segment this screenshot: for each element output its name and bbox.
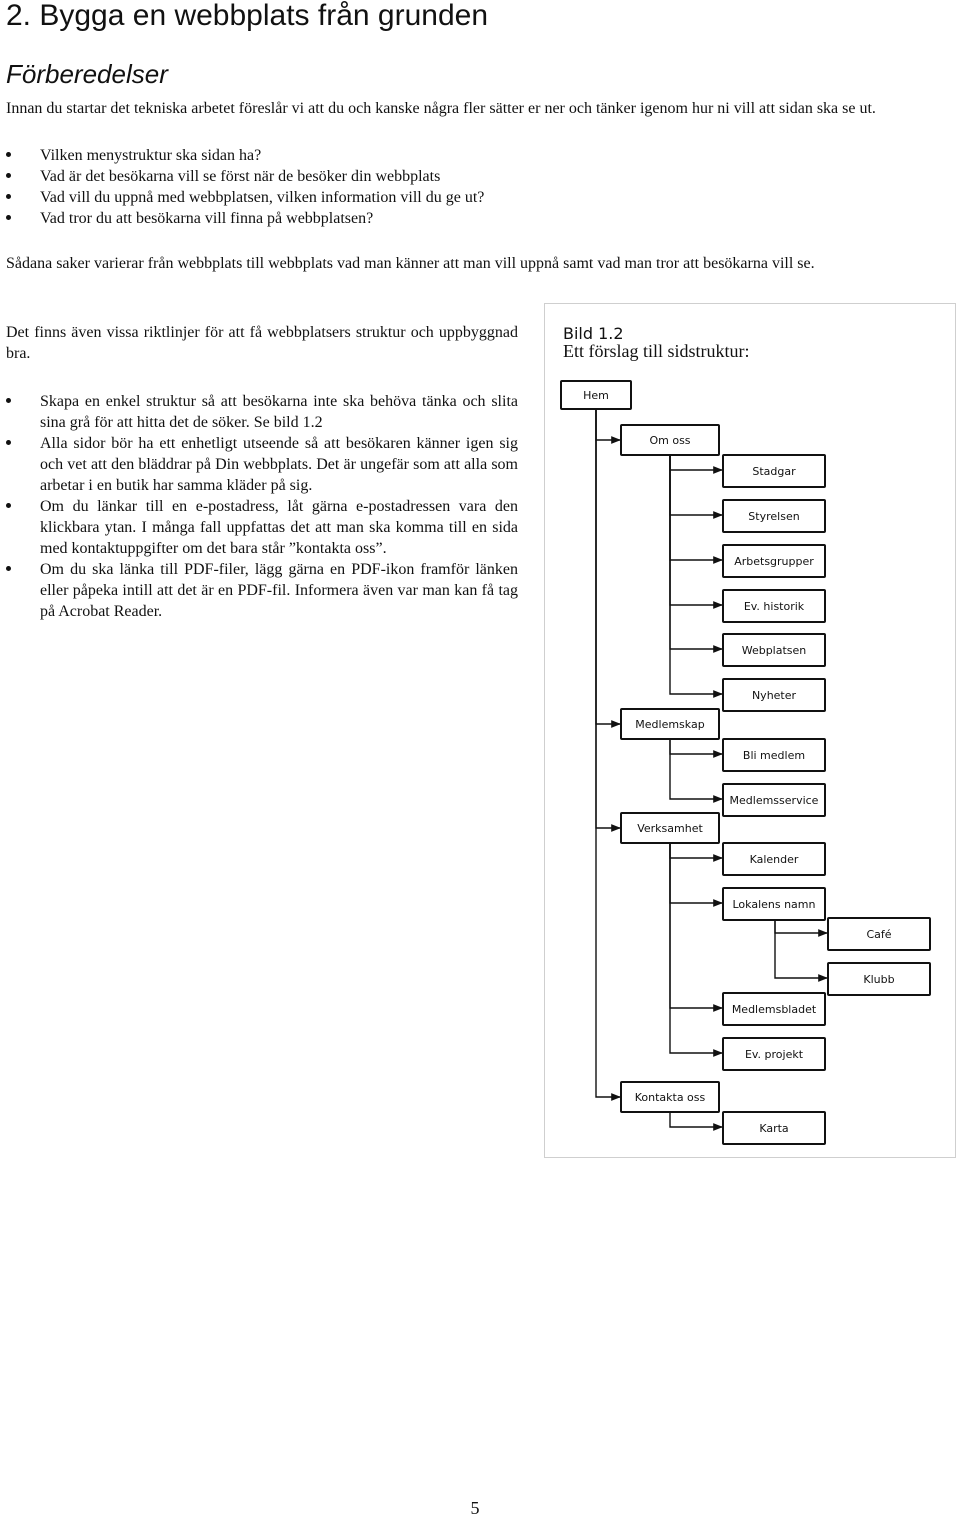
list-item [6, 559, 518, 622]
bullet-icon [6, 440, 11, 445]
node-label: Lokalens namn [732, 897, 816, 911]
sitemap-node-ev-historik [722, 589, 826, 623]
figure-caption: Ett förslag till sidstruktur: [563, 341, 750, 361]
sitemap-node-karta [722, 1111, 826, 1145]
bullet-icon [6, 503, 11, 508]
node-label: Ev. historik [743, 599, 805, 613]
node-label: Webplatsen [741, 643, 807, 657]
list-item [6, 208, 706, 229]
list-item [6, 145, 706, 166]
bullet-icon [6, 152, 11, 157]
sitemap-node-stadgar [722, 454, 826, 488]
list-item [6, 496, 518, 559]
node-label: Kontakta oss [634, 1090, 706, 1104]
sitemap-node-arbetsgrupper [722, 544, 826, 578]
sitemap-node-styrelsen [722, 499, 826, 533]
node-label: Medlemsservice [729, 793, 819, 807]
node-label: Verksamhet [637, 821, 703, 835]
sitemap-node-om-oss [620, 424, 720, 456]
question-text: Vad är det besökarna vill se först när de besöker din webbplats [40, 168, 441, 185]
node-label: Styrelsen [748, 509, 800, 523]
node-label: Om oss [649, 433, 691, 447]
node-label: Stadgar [752, 464, 796, 478]
node-label: Kalender [749, 852, 799, 866]
sitemap-node-lokalens-namn [722, 887, 826, 921]
sitemap-node-verksamhet [620, 812, 720, 844]
guideline-text: Skapa en enkel struktur så att besökarna inte ska behöva tänka och slita sina grå för att hitta det de söker. Se bild 1.2 [40, 393, 518, 431]
sitemap-node-medlemsbladet [722, 992, 826, 1026]
list-item [6, 187, 706, 208]
node-label: Arbetsgrupper [734, 554, 814, 568]
bullet-icon [6, 173, 11, 178]
guideline-text: Om du ska länka till PDF-filer, lägg gärna en PDF-ikon framför länken eller påpeka intill att det är en PDF-fil. Informera även var man kan få tag på Acrobat Reader. [40, 561, 518, 620]
node-label: Medlemsbladet [731, 1002, 817, 1016]
node-label: Karta [759, 1121, 789, 1135]
node-label: Nyheter [751, 688, 797, 702]
sitemap-node-medlemsservice [722, 783, 826, 817]
question-text: Vad vill du uppnå med webbplatsen, vilken information vill du ge ut? [40, 189, 485, 206]
sitemap-node-hem [560, 380, 632, 410]
figure-frame [544, 303, 956, 1158]
sitemap-node-bli-medlem [722, 738, 826, 772]
question-text: Vad tror du att besökarna vill finna på webbplatsen? [40, 210, 374, 227]
guideline-list [6, 391, 518, 622]
list-item [6, 166, 706, 187]
paragraph: Sådana saker varierar från webbplats till webbplats vad man känner att man vill uppnå samt vad man tror att besökarna vill se. [6, 255, 815, 272]
bullet-icon [6, 194, 11, 199]
node-label: Hem [583, 388, 609, 402]
page-number: 5 [470, 1498, 480, 1518]
page-heading: 2. Bygga en webbplats från grunden [6, 0, 489, 32]
guideline-text: Om du länkar till en e-postadress, låt gärna e-postadressen vara den klickbara ytan. I många fall uppfattas det att man ska komma till en sida med kontaktuppgifter om det bara står ”kontakta oss”. [40, 498, 518, 557]
bullet-icon [6, 215, 11, 220]
list-item [6, 391, 518, 433]
guideline-text: Alla sidor bör ha ett enhetligt utseende så att besökaren känner igen sig och vet att den bläddrar på Din webbplats. Det är ungefär som att alla som arbetar i en butik har samma kläder på sig. [40, 435, 518, 494]
figure-label: Bild 1.2 [563, 324, 624, 343]
bullet-icon [6, 398, 11, 403]
node-label: Klubb [863, 972, 895, 986]
sitemap-node-medlemskap [620, 708, 720, 740]
sitemap-node-cafe [827, 917, 931, 951]
sitemap-node-ev-projekt [722, 1037, 826, 1071]
sitemap-node-klubb [827, 962, 931, 996]
sitemap-node-webplatsen [722, 633, 826, 667]
sitemap-node-kontakta-oss [620, 1081, 720, 1113]
section-heading: Förberedelser [6, 59, 168, 89]
sitemap-node-nyheter [722, 678, 826, 712]
list-item [6, 433, 518, 496]
question-text: Vilken menystruktur ska sidan ha? [40, 147, 262, 164]
paragraph: Det finns även vissa riktlinjer för att få webbplatsers struktur och uppbyggnad bra. [6, 324, 518, 362]
question-list [6, 145, 706, 229]
intro-paragraph: Innan du startar det tekniska arbetet föreslår vi att du och kanske några fler sätter er ner och tänker igenom hur ni vill att sidan ska se ut. [6, 100, 876, 117]
node-label: Ev. projekt [744, 1047, 804, 1061]
node-label: Medlemskap [635, 717, 705, 731]
bullet-icon [6, 566, 11, 571]
sitemap-node-kalender [722, 842, 826, 876]
node-label: Bli medlem [742, 748, 806, 762]
node-label: Café [866, 927, 892, 941]
